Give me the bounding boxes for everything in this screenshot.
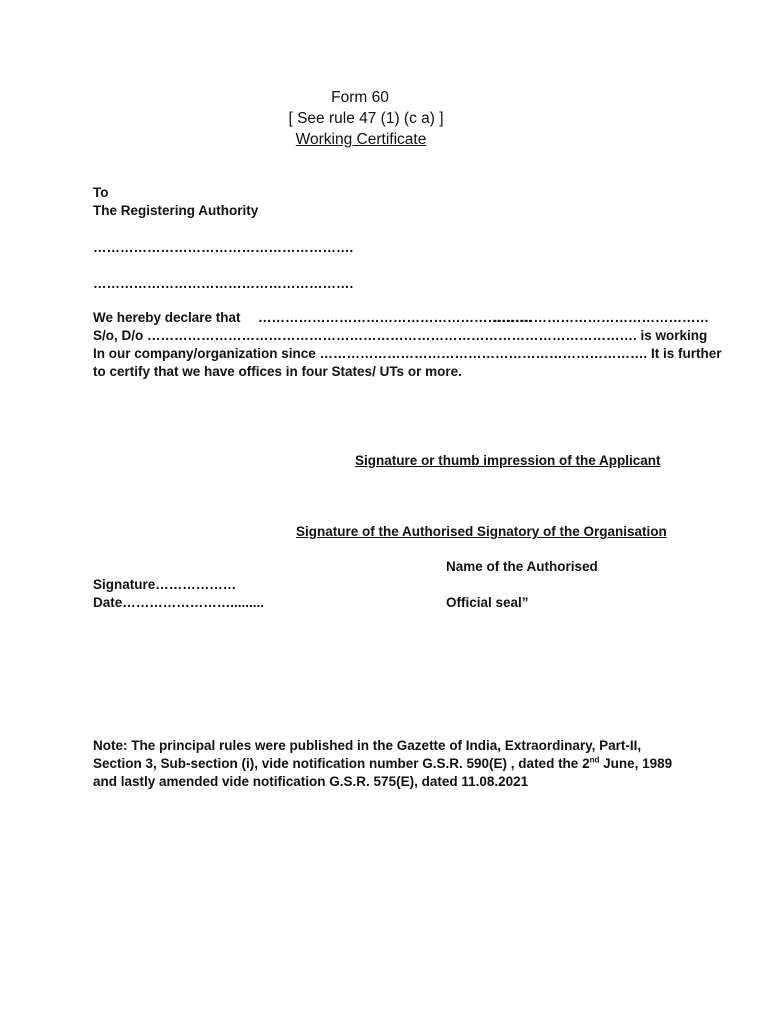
rule-reference: [ See rule 47 (1) (c a) ] <box>288 110 444 127</box>
applicant-signature-label: Signature or thumb impression of the Applicant <box>355 453 661 468</box>
address-blank-2: …………………………………………………. <box>93 276 354 291</box>
declaration-since-line: In our company/organization since ………………………………………………………………. It is further <box>93 346 722 361</box>
note-line-2-date: June, 1989 <box>599 756 673 771</box>
date-field: Date……………………......... <box>93 595 265 610</box>
declaration-parent-line: S/o, D/o ………………………………………………………………………………………………. is working <box>93 328 708 343</box>
note-ordinal-suffix: nd <box>589 755 600 765</box>
note-line-3: and lastly amended vide notification G.S.R. 575(E), dated 11.08.2021 <box>93 774 529 789</box>
document-title: Working Certificate <box>295 131 427 148</box>
registering-authority: The Registering Authority <box>93 203 259 218</box>
declaration-name-blank-2: ………………………………………… <box>493 310 709 325</box>
official-seal-label: Official seal” <box>446 595 529 610</box>
note-line-2 <box>93 755 672 773</box>
declaration-label: We hereby declare that <box>93 310 241 325</box>
to-label: To <box>93 185 109 200</box>
authorised-signatory-label: Signature of the Authorised Signatory of the Organisation <box>296 524 667 539</box>
note-line-1: Note: The principal rules were published in the Gazette of India, Extraordinary, Part-II, <box>93 738 642 753</box>
form-number: Form 60 <box>331 89 389 106</box>
declaration-name-blank: ……………………………………………………. <box>258 310 532 325</box>
declaration-offices-line: to certify that we have offices in four States/ UTs or more. <box>93 364 462 379</box>
note-line-2-text: Section 3, Sub-section (i), vide notification number G.S.R. 590(E) , dated the 2 <box>93 756 590 771</box>
authorised-name-label: Name of the Authorised <box>446 559 598 574</box>
signature-field: Signature……………… <box>93 577 237 592</box>
address-blank-1: …………………………………………………. <box>93 240 354 255</box>
